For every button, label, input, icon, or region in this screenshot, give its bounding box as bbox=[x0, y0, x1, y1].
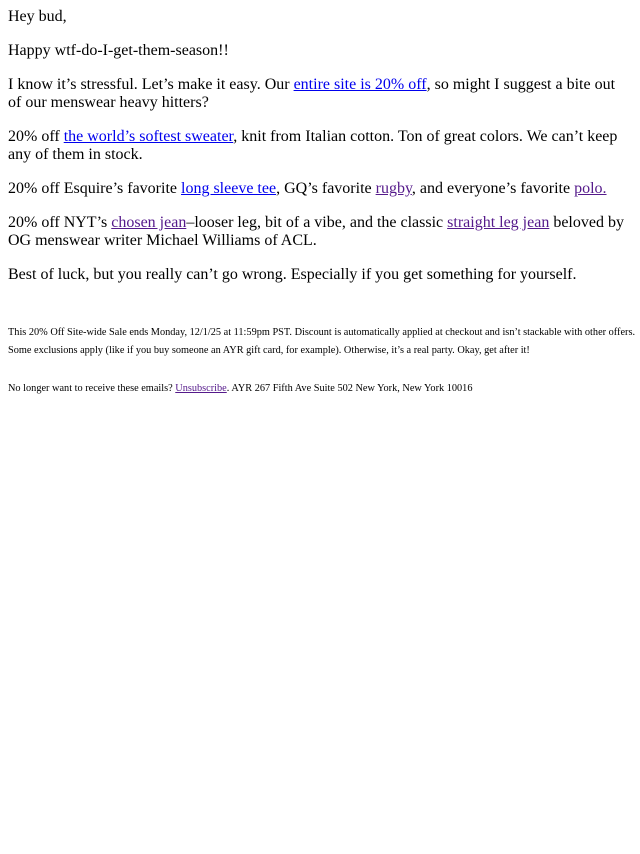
intro-text-after: , so might I suggest a bite out of our menswear heavy hitters? bbox=[8, 76, 616, 111]
jeans-text-after: beloved by OG menswear writer Michael Williams of ACL. bbox=[8, 214, 624, 249]
softest-sweater-link[interactable]: the world’s softest sweater bbox=[63, 128, 234, 145]
email-content bbox=[0, 0, 640, 406]
footer-paragraph bbox=[8, 380, 632, 398]
unsubscribe-link[interactable]: Unsubscribe bbox=[175, 383, 227, 394]
entire-site-sale-link[interactable]: entire site is 20% off bbox=[293, 76, 427, 93]
season-paragraph bbox=[8, 42, 632, 60]
closing-text: Best of luck, but you really can’t go wrong. Especially if you get something for yourself. bbox=[8, 266, 577, 283]
sweater-text-after: , knit from Italian cotton. Ton of great colors. We can’t keep any of them in stock. bbox=[8, 128, 618, 163]
straight-leg-jean-link[interactable]: straight leg jean bbox=[447, 214, 550, 231]
jeans-paragraph bbox=[8, 214, 632, 250]
tops-text-mid1: , GQ’s favorite bbox=[276, 180, 376, 197]
intro-text-before: I know it’s stressful. Let’s make it easy. Our bbox=[8, 76, 294, 93]
long-sleeve-tee-link[interactable]: long sleeve tee bbox=[181, 180, 277, 197]
polo-link[interactable]: polo. bbox=[574, 180, 607, 197]
tops-paragraph bbox=[8, 180, 632, 198]
footer-address-text: . AYR 267 Fifth Ave Suite 502 New York, New York 10016 bbox=[226, 383, 473, 394]
tops-text-before: 20% off Esquire’s favorite bbox=[8, 180, 181, 197]
fine-print-line-2: Some exclusions apply (like if you buy someone an AYR gift card, for example). Otherwise, it’s a real party. Okay, get after it! bbox=[8, 345, 530, 356]
tops-text-mid2: , and everyone’s favorite bbox=[411, 180, 575, 197]
greeting-paragraph bbox=[8, 8, 632, 26]
sweater-text-before: 20% off bbox=[8, 128, 64, 145]
footer-text-before: No longer want to receive these emails? bbox=[8, 383, 176, 394]
greeting-text: Hey bud, bbox=[8, 8, 67, 25]
jeans-text-mid: –looser leg, bit of a vibe, and the classic bbox=[186, 214, 448, 231]
jeans-text-before: 20% off NYT’s bbox=[8, 214, 112, 231]
sweater-paragraph bbox=[8, 128, 632, 164]
fine-print-line-1: This 20% Off Site-wide Sale ends Monday, 12/1/25 at 11:59pm PST. Discount is automatically applied at checkout and isn’t stackable with other offers. bbox=[8, 327, 636, 338]
intro-paragraph bbox=[8, 76, 632, 112]
fine-print-paragraph bbox=[8, 324, 636, 360]
chosen-jean-link[interactable]: chosen jean bbox=[111, 214, 187, 231]
rugby-link[interactable]: rugby bbox=[375, 180, 412, 197]
season-text: Happy wtf-do-I-get-them-season!! bbox=[8, 42, 229, 59]
closing-paragraph bbox=[8, 266, 632, 284]
